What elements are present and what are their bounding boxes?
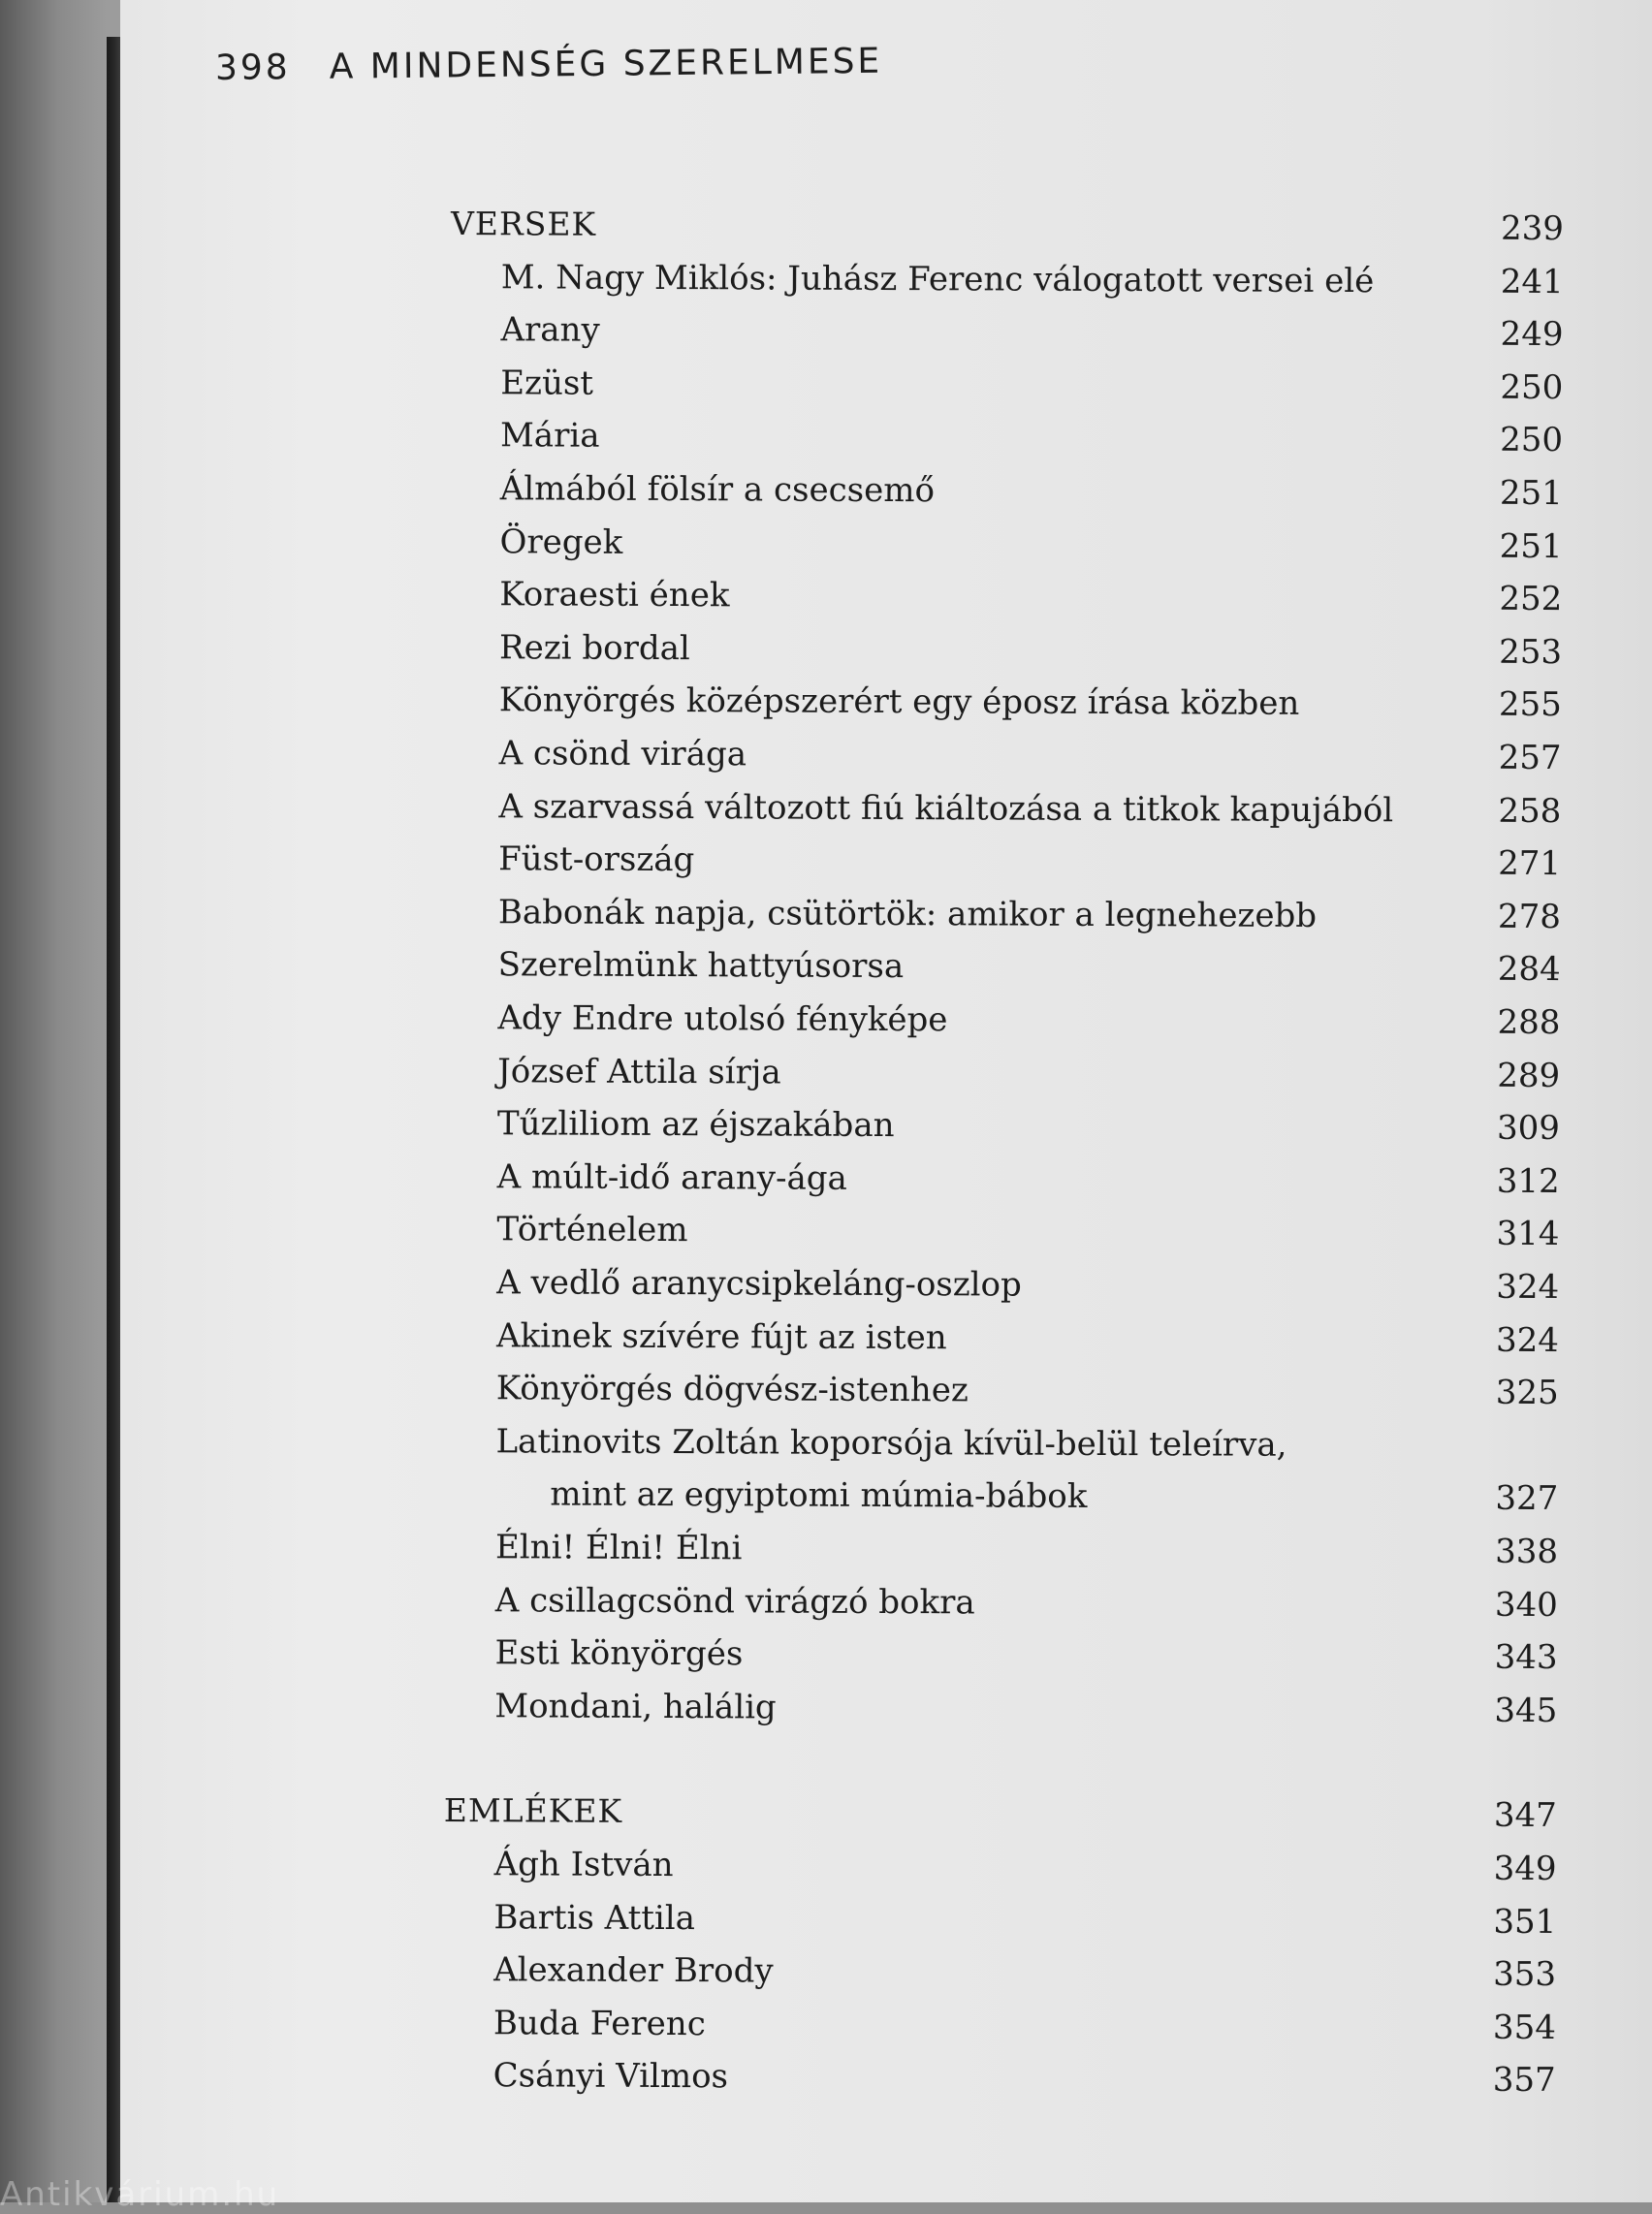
section-heading: VERSEK <box>450 205 597 243</box>
section-heading: EMLÉKEK <box>443 1791 623 1831</box>
toc-entry-page: 349 <box>1493 1849 1557 1889</box>
toc-entry-page: 351 <box>1493 1902 1557 1942</box>
toc-entry-title: József Attila sírja <box>497 1051 781 1092</box>
toc-entry-page: 284 <box>1497 950 1561 990</box>
toc-entry-page: 324 <box>1495 1320 1560 1360</box>
toc-entry-page: 338 <box>1495 1532 1559 1572</box>
toc-entry-title: Akinek szívére fújt az isten <box>495 1315 947 1357</box>
toc-entry-page: 314 <box>1496 1215 1560 1254</box>
toc-entry-page: 252 <box>1499 579 1563 619</box>
toc-entry-page: 289 <box>1497 1056 1561 1095</box>
toc-entry-title: Történelem <box>496 1210 688 1250</box>
section-page-number: 239 <box>1500 208 1565 249</box>
toc-entry-title: A múlt-idő arany-ága <box>496 1157 847 1198</box>
toc-entry-title: A csillagcsönd virágzó bokra <box>494 1580 975 1622</box>
toc-entry-page: 312 <box>1496 1161 1560 1201</box>
toc-entry-title: Arany <box>500 310 600 350</box>
toc-entry-page: 258 <box>1498 791 1562 831</box>
toc-entry-title: Babonák napja, csütörtök: amikor a legnehezebb <box>497 893 1318 935</box>
toc-entry-page: 357 <box>1492 2061 1556 2101</box>
toc-entry-page: 309 <box>1496 1108 1561 1149</box>
toc-entry-title: Öregek <box>499 522 623 562</box>
toc-entry-title: Esti könyörgés <box>494 1633 744 1674</box>
toc-entry-title: Ágh István <box>493 1845 674 1885</box>
toc-entry-page: 251 <box>1499 526 1563 566</box>
toc-entry-page: 340 <box>1494 1585 1558 1625</box>
toc-entry-page: 250 <box>1500 367 1564 407</box>
book-title: A MINDENSÉG SZERELMESE <box>329 41 883 87</box>
toc-entry-title: Szerelmünk hattyúsorsa <box>497 945 905 987</box>
toc-entry-title: Csányi Vilmos <box>492 2056 729 2097</box>
toc-entry-page: 278 <box>1497 897 1561 936</box>
toc-entry-title: Ezüst <box>500 364 594 403</box>
toc-entry-continuation: mint az egyiptomi múmia-bábok <box>550 1474 1088 1517</box>
toc-entry-page: 324 <box>1496 1267 1560 1308</box>
toc-entry-title: Könyörgés középszerért egy éposz írása közben <box>498 680 1300 724</box>
toc-entry-page: 257 <box>1498 738 1562 778</box>
toc-entry-page: 288 <box>1497 1002 1561 1043</box>
toc-entry-page: 249 <box>1500 314 1564 355</box>
toc-entry-title: Bartis Attila <box>493 1897 696 1938</box>
toc-entry-page: 327 <box>1495 1479 1559 1519</box>
toc-entry-title: Élni! Élni! Élni <box>494 1528 743 1568</box>
toc-entry-page: 353 <box>1493 1954 1557 1995</box>
page-number: 398 <box>214 47 291 88</box>
toc-entry-page: 343 <box>1494 1637 1558 1678</box>
toc-entry-title: Füst-ország <box>498 839 695 880</box>
watermark: Antikvárium.hu <box>0 2175 280 2214</box>
toc-entry-title: Álmából fölsír a csecsemő <box>499 469 936 511</box>
toc-entry-title: A vedlő aranycsipkeláng-oszlop <box>496 1263 1022 1305</box>
toc-entry-page: 250 <box>1500 421 1564 460</box>
toc-entry-page: 345 <box>1494 1691 1558 1730</box>
toc-entry-page: 251 <box>1499 473 1563 514</box>
toc-entry-title: Könyörgés dögvész-istenhez <box>495 1369 969 1410</box>
toc-entry-title: Koraesti ének <box>499 575 730 616</box>
toc-entry-title: Ady Endre utolsó fényképe <box>497 998 948 1040</box>
toc-entry-page: 325 <box>1495 1373 1559 1413</box>
toc-entry-page: 255 <box>1498 685 1562 725</box>
toc-entry-title: Alexander Brody <box>493 1950 774 1991</box>
toc-entry-page: 354 <box>1492 2008 1556 2047</box>
toc-entry-title: M. Nagy Miklós: Juhász Ferenc válogatott versei elé <box>500 257 1375 300</box>
toc-entry-title: A szarvassá változott fiú kiáltozása a titkok kapujából <box>498 786 1394 830</box>
toc-entry-title: Rezi bordal <box>499 628 690 668</box>
section-page-number: 347 <box>1493 1796 1557 1836</box>
toc-entry-title: A csönd virága <box>498 734 747 775</box>
toc-entry-title: Tűzliliom az éjszakában <box>496 1104 895 1146</box>
toc-entry-title: Buda Ferenc <box>492 2004 706 2043</box>
toc-entry-title: Mondani, halálig <box>494 1687 777 1727</box>
toc-entry-page: 241 <box>1500 262 1564 301</box>
toc-entry-page: 253 <box>1499 632 1563 672</box>
toc-entry-title: Mária <box>499 416 600 457</box>
toc-entry-title: Latinovits Zoltán koporsója kívül-belül teleírva, <box>495 1422 1287 1465</box>
toc-entry-page: 271 <box>1498 843 1562 884</box>
